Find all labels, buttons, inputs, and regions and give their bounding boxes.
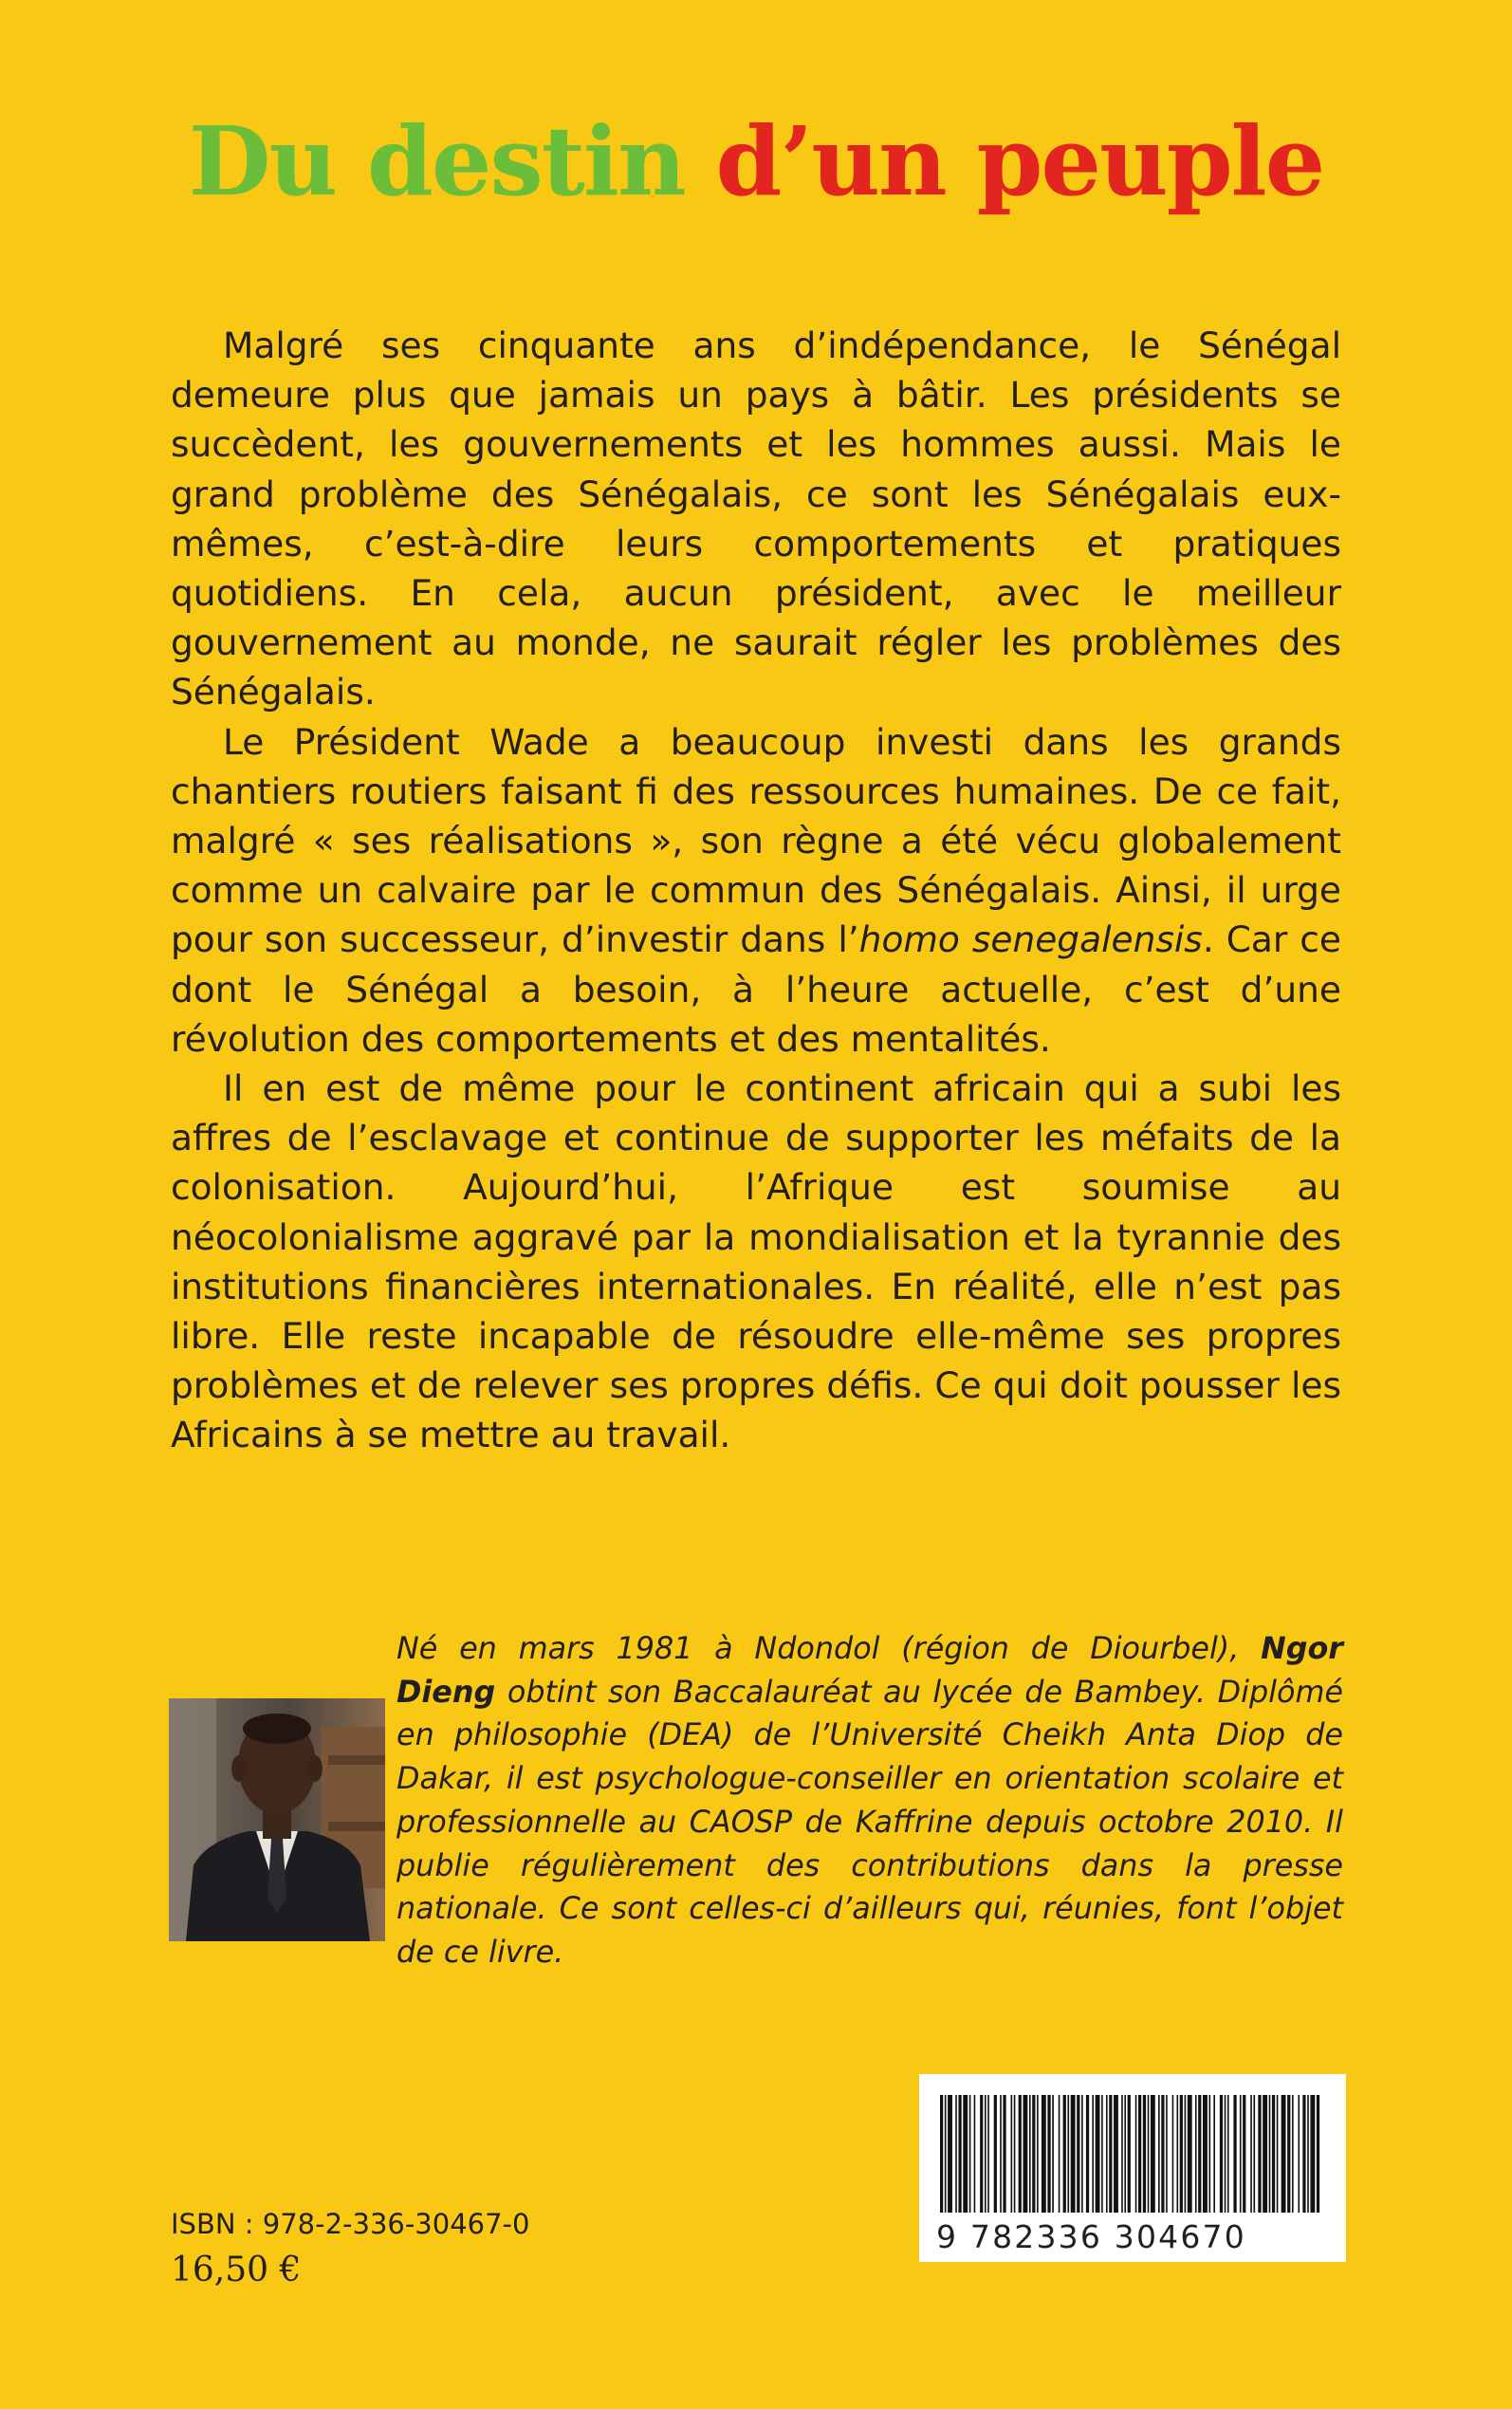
barcode-bar: [1003, 2095, 1005, 2213]
barcode-bar: [1263, 2095, 1267, 2213]
barcode-bar: [1307, 2095, 1309, 2213]
blurb-paragraph-3: Il en est de même pour le continent africain qui a subi les affres de l’esclavage et continue de supporter les méfaits de la colonisation. Aujourd’hui, l’Afrique est soumise au néocolonialisme aggravé par la mondialisation et la tyrannie des institutions financières internationales. En réalité, elle n’est pas libre. Elle reste incapable de résoudre elle-même ses propres problèmes et de relever ses propres défis. Ce qui doit pousser les Africains à se mettre au travail.: [171, 1067, 1341, 1456]
barcode: [919, 2074, 1346, 2262]
barcode-bar: [1272, 2095, 1275, 2213]
title-part-red: d’un peuple: [715, 105, 1324, 217]
barcode-bar: [1000, 2095, 1002, 2213]
author-name: Ngor Dieng: [396, 1631, 1343, 1710]
barcode-bar: [1225, 2095, 1226, 2213]
blurb-p2-italic: homo senegalensis: [858, 918, 1203, 961]
barcode-bar: [1292, 2095, 1294, 2213]
barcode-bar: [963, 2095, 968, 2213]
barcode-bar: [1124, 2095, 1126, 2213]
author-portrait-image: [169, 1698, 385, 1941]
title-part-green: Du destin: [188, 105, 685, 217]
barcode-bar: [1011, 2095, 1013, 2213]
barcode-bar: [958, 2095, 961, 2213]
barcode-bar: [985, 2095, 986, 2213]
author-bio-paragraph: [396, 1627, 1343, 1974]
barcode-bar: [940, 2095, 943, 2213]
barcode-bar: [1059, 2095, 1060, 2213]
barcode-bar: [1258, 2095, 1261, 2213]
barcode-bar: [1138, 2095, 1141, 2213]
barcode-bar: [1277, 2095, 1279, 2213]
barcode-bar: [1220, 2095, 1223, 2213]
barcode-bar: [945, 2095, 947, 2213]
author-photo: [169, 1698, 385, 1941]
barcode-bar: [1195, 2095, 1197, 2213]
isbn: ISBN : 978-2-336-30467-0: [171, 2208, 530, 2240]
barcode-bar: [1109, 2095, 1112, 2213]
barcode-bar: [1135, 2095, 1137, 2213]
barcode-bar: [1014, 2095, 1016, 2213]
barcode-bar: [1071, 2095, 1076, 2213]
barcode-bar: [1180, 2095, 1183, 2213]
barcode-bar: [1161, 2095, 1164, 2213]
barcode-bar: [1121, 2095, 1123, 2213]
barcode-bar: [1198, 2095, 1201, 2213]
barcode-bar: [1176, 2095, 1178, 2213]
barcode-bar: [1243, 2095, 1245, 2213]
barcode-bar: [1096, 2095, 1100, 2213]
barcode-bar: [1227, 2095, 1229, 2213]
barcode-bar: [1298, 2095, 1300, 2213]
barcode-bar: [1143, 2095, 1146, 2213]
barcode-bar: [969, 2095, 971, 2213]
barcode-bar: [1282, 2095, 1286, 2213]
bio-start: Né en mars 1981 à Ndondol (région de Diourbel),: [396, 1631, 1262, 1666]
blurb-p2-end: . Car ce dont le Sénégal a besoin, à l’heure actuelle, c’est d’une révolution des comportements et des mentalités.: [171, 918, 1341, 1060]
barcode-bar: [1269, 2095, 1271, 2213]
barcode-bar: [1310, 2095, 1315, 2213]
barcode-bar: [1317, 2095, 1319, 2213]
barcode-bar: [1209, 2095, 1211, 2213]
barcode-bar: [1287, 2095, 1290, 2213]
barcode-bar: [1151, 2095, 1155, 2213]
barcode-bar: [1166, 2095, 1168, 2213]
blurb-p2-start: Le Président Wade a beaucoup investi dans les grands chantiers routiers faisant fi des ressources humaines. De ce fait, malgré « ses réalisations », son règne a été vécu globalement comme un calvaire par le commun des Sénégalais. Ainsi, il urge pour son successeur, d’investir dans l’: [171, 720, 1341, 961]
barcode-bar: [1067, 2095, 1069, 2213]
barcode-bar: [1250, 2095, 1252, 2213]
barcode-bar: [1158, 2095, 1160, 2213]
barcode-bars: [940, 2095, 1325, 2220]
barcode-bar: [1188, 2095, 1192, 2213]
barcode-bar: [1019, 2095, 1022, 2213]
barcode-bar: [1302, 2095, 1305, 2213]
barcode-bar: [1086, 2095, 1089, 2213]
barcode-digits: 9 782336 304670: [936, 2218, 1246, 2255]
barcode-bar: [1037, 2095, 1039, 2213]
barcode-bar: [1052, 2095, 1054, 2213]
barcode-bar: [1185, 2095, 1187, 2213]
book-title: [0, 104, 1512, 218]
barcode-bar: [955, 2095, 957, 2213]
barcode-bar: [1029, 2095, 1031, 2213]
barcode-bar: [1172, 2095, 1174, 2213]
blurb-paragraph-2: [171, 717, 1341, 1064]
barcode-bar: [980, 2095, 983, 2213]
barcode-bar: [1106, 2095, 1108, 2213]
author-bio: [396, 1627, 1343, 1974]
barcode-bar: [948, 2095, 952, 2213]
barcode-bar: [1253, 2095, 1255, 2213]
barcode-bar: [1032, 2095, 1035, 2213]
barcode-bar: [1114, 2095, 1118, 2213]
barcode-bar: [1092, 2095, 1094, 2213]
barcode-bar: [987, 2095, 989, 2213]
bio-end: obtint son Baccalauréat au lycée de Bambey. Diplômé en philosophie (DEA) de l’Université Cheikh Anta Diop de Dakar, il est psychologue-conseiller en orientation scolaire et professionnelle au CAOSP de Kaffrine depuis octobre 2010. Il publie régulièrement des contributions dans la presse nationale. Ce sont celles-ci d’ailleurs qui, réunies, font l’objet de ce livre.: [396, 1674, 1343, 1970]
barcode-bar: [1148, 2095, 1150, 2213]
barcode-bar: [1233, 2095, 1236, 2213]
barcode-bar: [1213, 2095, 1215, 2213]
barcode-bar: [1047, 2095, 1050, 2213]
barcode-bar: [1128, 2095, 1131, 2213]
barcode-bar: [974, 2095, 976, 2213]
barcode-bar: [1023, 2095, 1027, 2213]
blurb: [171, 321, 1341, 1460]
barcode-bar: [994, 2095, 997, 2213]
price: 16,50 €: [171, 2251, 302, 2289]
barcode-bar: [1081, 2095, 1083, 2213]
barcode-bar: [1203, 2095, 1208, 2213]
barcode-bar: [1042, 2095, 1046, 2213]
barcode-bar: [1101, 2095, 1103, 2213]
blurb-paragraph-1: Malgré ses cinquante ans d’indépendance, le Sénégal demeure plus que jamais un pays à bâtir. Les présidents se succèdent, les gouvernements et les hommes aussi. Mais le grand problème des Sénégalais, ce sont les Sénégalais eux-mêmes, c’est-à-dire leurs comportements et pratiques quotidiens. En cela, aucun président, avec le meilleur gouvernement au monde, ne saurait régler les problèmes des Sénégalais.: [171, 324, 1341, 713]
barcode-bar: [1240, 2095, 1242, 2213]
barcode-bar: [1077, 2095, 1079, 2213]
barcode-bar: [1063, 2095, 1066, 2213]
